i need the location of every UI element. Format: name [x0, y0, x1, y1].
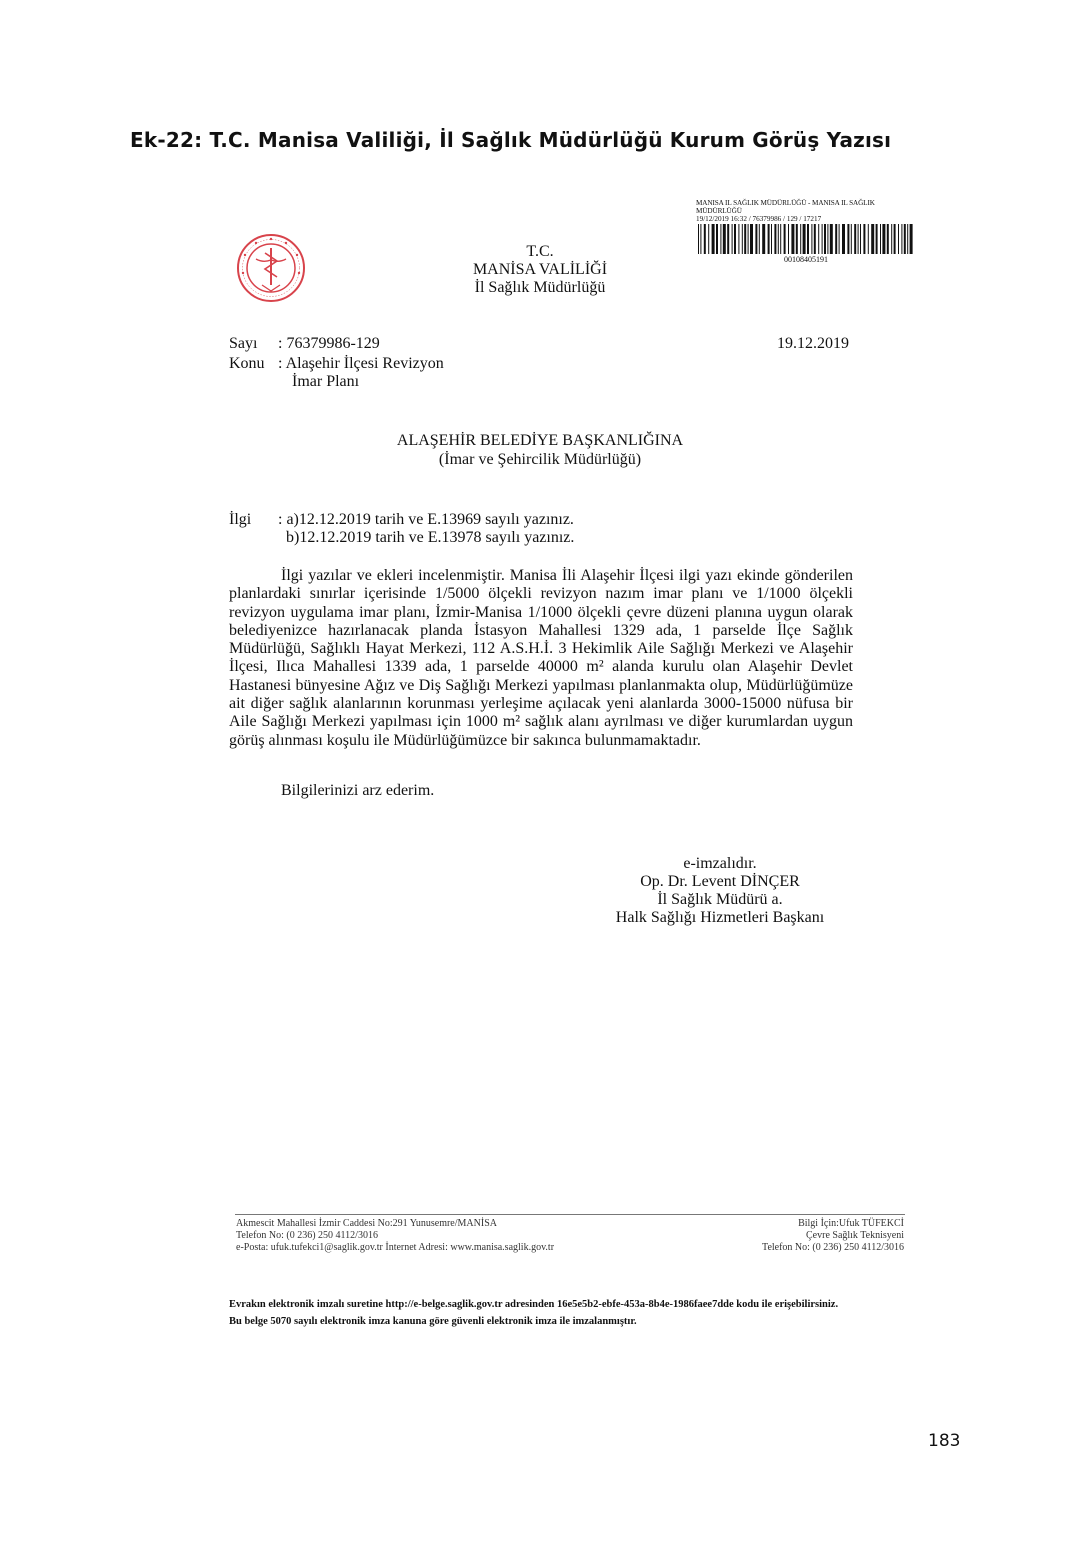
barcode-header — [696, 199, 926, 215]
e-signature-notice — [229, 1296, 838, 1330]
barcode-bar — [771, 224, 772, 254]
letterhead-line1: T.C. — [526, 243, 554, 260]
letterhead — [440, 243, 640, 297]
letterhead-line3: İl Sağlık Müdürlüğü — [474, 279, 606, 296]
konu-value-continued: İmar Planı — [292, 373, 360, 390]
barcode-bar — [700, 224, 701, 254]
barcode-bar — [858, 224, 859, 254]
ilgi-label: İlgi — [229, 511, 252, 528]
konu-value: : Alaşehir İlçesi Revizyon — [278, 355, 444, 372]
letterhead-line2: MANİSA VALİLİĞİ — [472, 261, 608, 278]
barcode-header-line1: MANISA IL SAĞLIK MÜDÜRLÜĞÜ - MANISA IL SAĞLIK — [696, 199, 875, 207]
barcode-bar — [778, 224, 779, 254]
barcode-bar — [811, 224, 812, 254]
signature-block — [590, 855, 850, 927]
sayi-label: Sayı — [229, 335, 258, 352]
barcode-bar — [708, 224, 709, 254]
barcode-bar — [818, 224, 819, 254]
barcode-block — [696, 199, 926, 264]
barcode-header-line2: MÜDÜRLÜĞÜ — [696, 207, 742, 215]
footer-address-block — [236, 1218, 554, 1254]
signature-line1: e-imzalıdır. — [683, 855, 757, 872]
signature-department: Halk Sağlığı Hizmetleri Başkanı — [615, 909, 825, 926]
barcode-bar — [768, 224, 770, 254]
barcode-bar — [748, 224, 749, 254]
barcode-number: 00108405191 — [784, 255, 828, 264]
barcode-bar — [882, 224, 885, 254]
barcode-bar — [907, 224, 908, 254]
barcode-bar — [910, 224, 913, 254]
footer-phone: Telefon No: (0 236) 250 4112/3016 — [236, 1230, 378, 1241]
barcode-bar — [807, 224, 809, 254]
barcode-bar — [822, 224, 823, 254]
barcode-bar — [835, 224, 837, 254]
page-title: Ek-22: T.C. Manisa Valiliği, İl Sağlık Müdürlüğü Kurum Görüş Yazısı — [130, 128, 892, 152]
barcode-bar — [880, 224, 881, 254]
ministry-seal-icon — [236, 233, 306, 303]
barcode-bar — [901, 224, 902, 254]
footer-contact-block — [700, 1218, 904, 1254]
barcode-bar — [891, 224, 892, 254]
signature-title: İl Sağlık Müdürü a. — [657, 891, 783, 908]
barcode-bar — [824, 224, 826, 254]
barcode-bar — [842, 224, 845, 254]
konu-label: Konu — [229, 355, 265, 372]
barcode-bar — [827, 224, 828, 254]
barcode-bar — [839, 224, 840, 254]
barcode-bar — [755, 224, 757, 254]
document-date: 19.12.2019 — [777, 335, 849, 352]
barcode-bar — [876, 224, 878, 254]
barcode-bar — [830, 224, 833, 254]
recipient-line2: (İmar ve Şehircilik Müdürlüğü) — [438, 451, 642, 468]
footer-address: Akmescit Mahallesi İzmir Caddesi No:291 Yunusemre/MANİSA — [236, 1218, 497, 1229]
barcode-bar — [723, 224, 726, 254]
barcode-bar — [887, 224, 889, 254]
barcode-bar — [814, 224, 816, 254]
ilgi-reference-a: : a)12.12.2019 tarih ve E.13969 sayılı yazınız. — [278, 511, 574, 528]
recipient-line1: ALAŞEHİR BELEDİYE BAŞKANLIĞINA — [396, 432, 684, 449]
recipient — [340, 431, 740, 469]
barcode-bar — [762, 224, 765, 254]
barcode-bar — [704, 224, 706, 254]
signature-name: Op. Dr. Levent DİNÇER — [640, 873, 800, 890]
barcode-bar — [698, 224, 699, 254]
sayi-value: : 76379986-129 — [278, 335, 380, 352]
barcode-bar — [759, 224, 760, 254]
barcode-bar — [732, 224, 733, 254]
letter-body — [229, 567, 853, 750]
barcode-bar — [796, 224, 798, 254]
barcode-bar — [716, 224, 718, 254]
barcode-bar — [800, 224, 801, 254]
barcode-bar — [738, 224, 739, 254]
barcode-bar — [784, 224, 786, 254]
barcode-bar — [727, 224, 729, 254]
barcode-bar — [750, 224, 753, 254]
footer-email-web: e-Posta: ufuk.tufekci1@saglik.gov.tr İnternet Adresi: www.manisa.saglik.gov.tr — [236, 1242, 555, 1253]
footer-divider — [235, 1214, 905, 1215]
barcode-bar — [847, 224, 849, 254]
barcode-bar — [774, 224, 776, 254]
barcode-bar — [788, 224, 789, 254]
barcode-bar — [720, 224, 721, 254]
footer-contact-phone: Telefon No: (0 236) 250 4112/3016 — [762, 1242, 904, 1253]
barcode-bar — [854, 224, 856, 254]
barcode-bar — [894, 224, 896, 254]
barcode-bar — [898, 224, 899, 254]
body-paragraph: İlgi yazılar ve ekleri incelenmiştir. Manisa İli Alaşehir İlçesi ilgi yazı ekinde gönderilen planlardaki sınırlar içerisinde 1/5000 ölçekli revizyon nazım imar planı ve 1/1000 ölçekli revizyon uygulama imar planı, İzmir-Manisa 1/1000 ölçekli çevre düzeni planına uygun olarak belediyenizce hazırlanacak planda İstasyon Mahallesi 1329 ada, 1 parselde İlçe Sağlık Müdürlüğü, Sağlıklı Hayat Merkezi, 112 A.S.H.İ. 3 Hekimlik Aile Sağlığı Merkezi ve Alaşehir İlçesi, Ilıca Mahallesi 1339 ada, 1 parselde 40000 m² alanda kurulu olan Alaşehir Devlet Hastanesi bünyesine Ağız ve Diş Sağlığı Merkezi yapılması planlanmakta olup, Müdürlüğümüze ait diğer sağlık alanlarının korunması yerleşime açılacak yeni alanlarda 3000-15000 nüfusa bir Aile Sağlığı Merkezi yapılması için 1000 m² sağlık alanı ayrılması ve diğer kurumlardan uygun görüş alınması koşulu ile Müdürlüğümüzce bir sakınca bulunmamaktadır. — [229, 567, 853, 749]
barcode-icon — [696, 224, 916, 254]
barcode-bar — [734, 224, 736, 254]
ilgi-reference-b: b)12.12.2019 tarih ve E.13978 sayılı yazınız. — [286, 529, 575, 546]
barcode-bar — [744, 224, 746, 254]
footer-contact-name: Bilgi İçin:Ufuk TÜFEKCİ — [798, 1218, 904, 1229]
barcode-meta: 19/12/2019 16:32 / 76379986 / 129 / 17217 — [696, 215, 822, 223]
closing-line: Bilgilerinizi arz ederim. — [281, 782, 435, 799]
barcode-bar — [742, 224, 743, 254]
barcode-bar — [780, 224, 781, 254]
page-number: 183 — [928, 1431, 961, 1451]
barcode-bar — [712, 224, 715, 254]
barcode-bar — [868, 224, 869, 254]
notice-line1: Evrakın elektronik imzalı suretine http://e-belge.saglik.gov.tr adresinden 16e5e5b2-ebfe-453a-8b4e-1986faee7dde kodu ile erişebilirsiniz. — [229, 1299, 839, 1310]
barcode-bar — [851, 224, 852, 254]
notice-line2: Bu belge 5070 sayılı elektronik imza kanuna göre güvenli elektronik imza ile imzalanmıştır. — [229, 1316, 637, 1327]
barcode-bar — [871, 224, 874, 254]
barcode-bar — [904, 224, 906, 254]
footer-contact-title: Çevre Sağlık Teknisyeni — [806, 1230, 904, 1241]
barcode-bar — [860, 224, 861, 254]
barcode-bar — [863, 224, 865, 254]
barcode-bar — [791, 224, 794, 254]
barcode-bar — [803, 224, 806, 254]
